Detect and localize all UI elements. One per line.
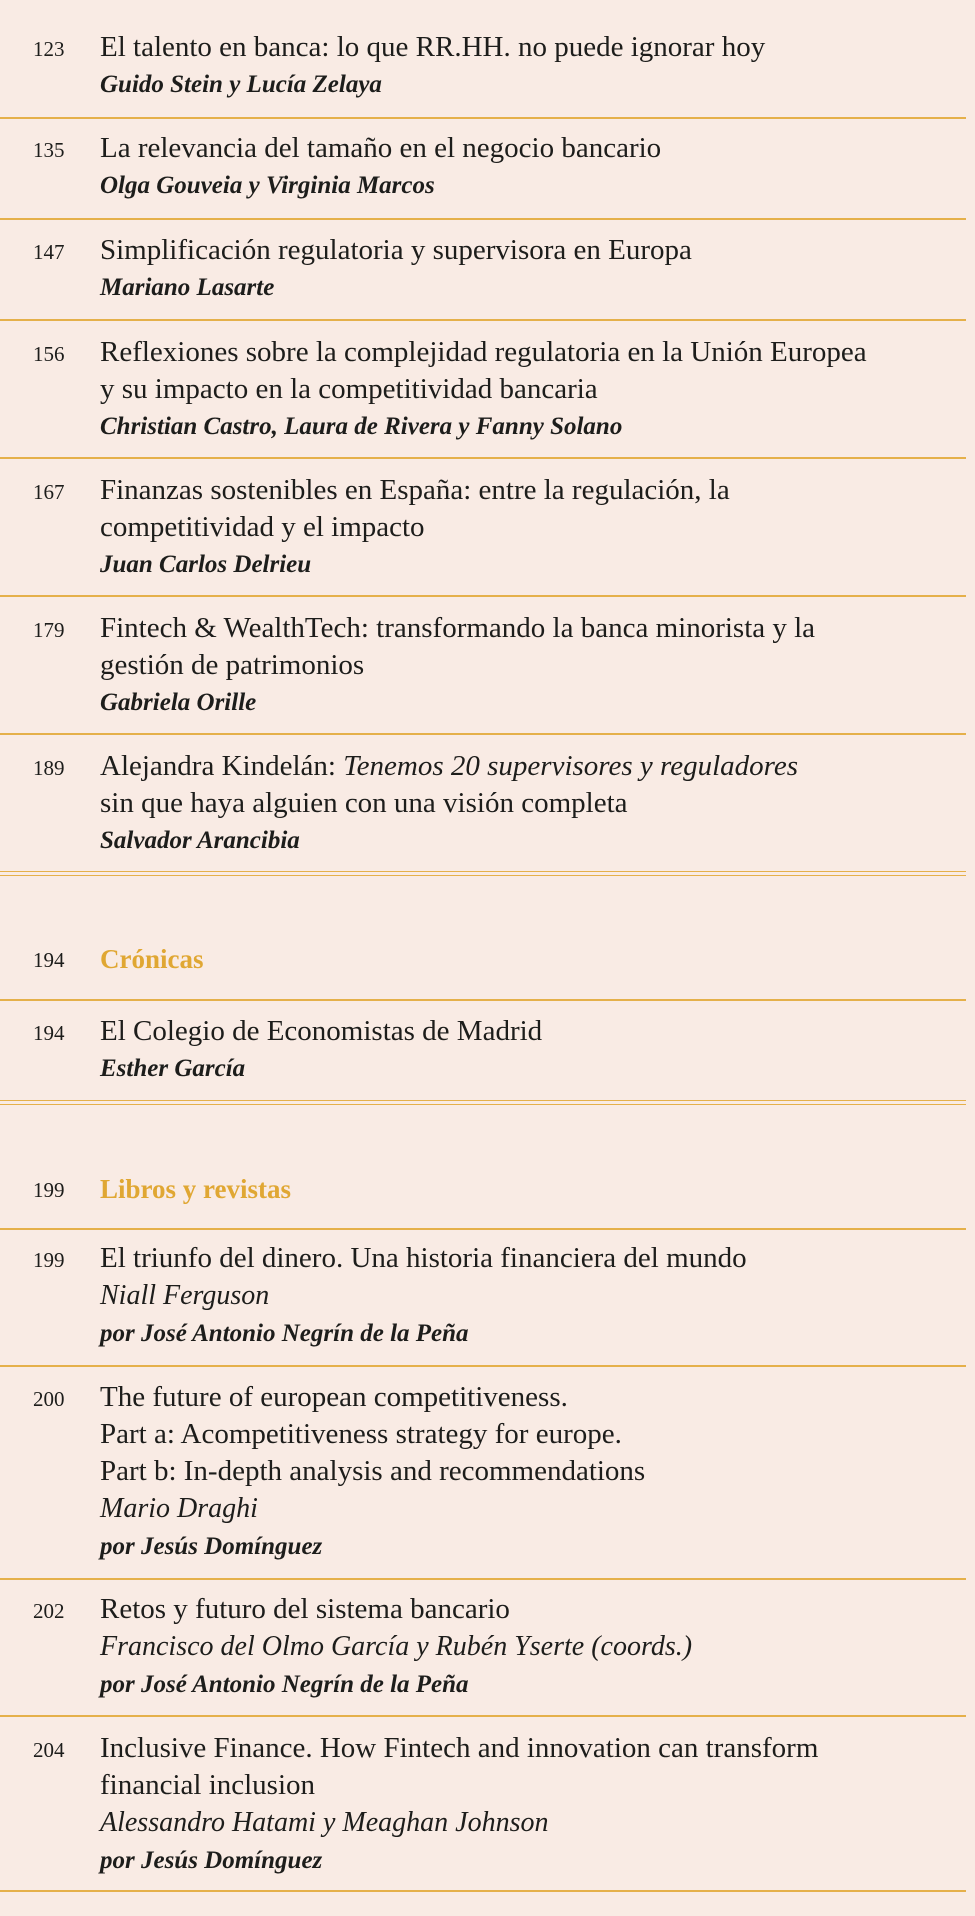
section-heading: Crónicas [100,944,204,974]
toc-entry [0,1230,966,1367]
book-title: Inclusive Finance. How Fintech and innovation can transform [100,1732,819,1764]
toc-entry [0,321,966,459]
toc-entry [0,1367,966,1580]
article-title: El talento en banca: lo que RR.HH. no puede ignorar hoy [100,31,766,63]
book-title-cont: Part a: Acompetitiveness strategy for europe. [100,1418,622,1450]
article-title-cont: gestión de patrimonios [100,649,365,681]
book-title: El triunfo del dinero. Una historia financiera del mundo [100,1242,747,1274]
page-number: 167 [33,480,65,504]
article-author: Mariano Lasarte [100,274,275,301]
page-number: 156 [33,342,65,366]
article-author: Olga Gouveia y Virginia Marcos [100,172,435,199]
article-title: La relevancia del tamaño en el negocio bancario [100,132,662,164]
section-cronicas [0,875,966,1001]
toc-entry [0,735,966,871]
article-title: Finanzas sostenibles en España: entre la regulación, la [100,474,730,506]
book-title: Retos y futuro del sistema bancario [100,1593,510,1625]
page-number: 199 [33,1248,65,1272]
toc-entry [0,1001,966,1101]
section-heading: Libros y revistas [100,1174,292,1204]
book-title-cont: Part b: In-depth analysis and recommendations [100,1455,646,1487]
book-author: Francisco del Olmo García y Rubén Yserte (coords.) [100,1631,693,1662]
interview-name: Alejandra Kindelán: [100,750,344,782]
book-author: Niall Ferguson [100,1280,270,1311]
section-libros [0,1104,966,1230]
page-number: 204 [33,1738,65,1762]
page-number: 202 [33,1599,65,1623]
interview-quote-cont: sin que haya alguien con una visión completa [100,787,628,819]
page-number: 200 [33,1387,65,1411]
book-reviewer: por Jesús Domínguez [100,1533,323,1560]
toc-entry [0,119,966,220]
article-author: Guido Stein y Lucía Zelaya [100,71,382,98]
article-author: Juan Carlos Delrieu [100,551,312,578]
toc-entry [0,0,966,119]
page-number: 135 [33,138,65,162]
toc-entry [0,220,966,321]
article-title [100,748,966,785]
book-title-cont: financial inclusion [100,1769,316,1801]
book-reviewer: por Jesús Domínguez [100,1847,323,1874]
book-reviewer: por José Antonio Negrín de la Peña [100,1671,469,1698]
toc-entry [0,459,966,597]
page-number: 194 [33,948,65,972]
toc-entry [0,1717,966,1892]
article-author: Esther García [100,1055,246,1082]
page-number: 194 [33,1021,65,1045]
book-reviewer: por José Antonio Negrín de la Peña [100,1320,469,1347]
article-title: Fintech & WealthTech: transformando la banca minorista y la [100,612,816,644]
book-author: Mario Draghi [100,1493,258,1524]
article-author: Salvador Arancibia [100,827,300,854]
page-number: 199 [33,1178,65,1202]
toc-entry [0,597,966,735]
book-title: The future of european competitiveness. [100,1381,568,1413]
page-number: 179 [33,618,65,642]
page-number: 123 [33,37,65,61]
article-title: Reflexiones sobre la complejidad regulatoria en la Unión Europea [100,336,867,368]
interview-quote: Tenemos 20 supervisores y reguladores [343,750,799,782]
article-author: Christian Castro, Laura de Rivera y Fanny Solano [100,413,623,440]
page-number: 147 [33,240,65,264]
toc-entry [0,1580,966,1717]
book-author: Alessandro Hatami y Meaghan Johnson [100,1807,549,1838]
article-title: El Colegio de Economistas de Madrid [100,1015,543,1047]
article-author: Gabriela Orille [100,689,257,716]
page-number: 189 [33,756,65,780]
article-title-cont: competitividad y el impacto [100,511,425,543]
article-title-cont: y su impacto en la competitividad bancaria [100,373,598,405]
article-title: Simplificación regulatoria y supervisora en Europa [100,234,692,266]
